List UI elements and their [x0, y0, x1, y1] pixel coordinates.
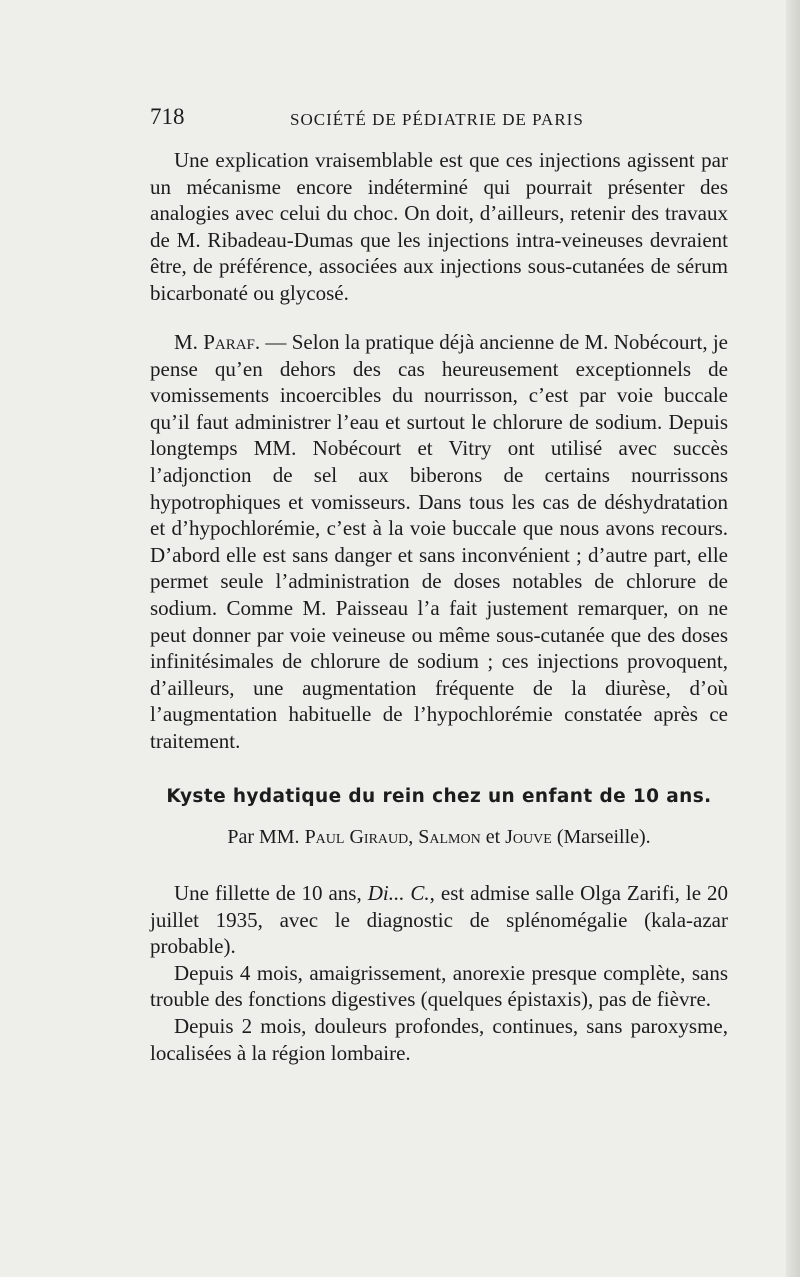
paraf-text: . — Selon la pratique déjà ancienne de M. Nobécourt, je pense qu’en dehors des cas heureusement exceptionnels de vomissements incoercibles du nourrisson, c’est par voie buccale qu’il faut administrer l’eau et surtout le chlorure de sodium. Depuis longtemps MM. Nobécourt et Vitry ont utilisé avec succès l’adjonction de sel aux biberons de certains nourrissons hypotrophiques et vomisseurs. Dans tous les cas de déshydratation et d’hypochlorémie, c’est à la voie buccale que nous avons recours. D’abord elle est sans danger et sans inconvénient ; d’autre part, elle permet seule l’administration de doses notables de chlorure de sodium. Comme M. Paisseau l’a fait justement remarquer, on ne peut donner par voie veineuse ou même sous-cutanée que des doses infinitésimales de chlorure de sodium ; ces injections provoquent, d’ailleurs, une augmentation fréquente de la diurèse, d’où l’augmentation habituelle de l’hypochlorémie constatée après ce traitement.	[150, 330, 728, 753]
patient-initials: Di... C.	[367, 881, 430, 905]
speaker-name: Paraf	[203, 330, 255, 354]
admission-text-b: , est admise salle Olga Zarifi, le 20 juillet 1935, avec le diagnostic de splénomégalie (kala-azar probable).	[150, 881, 729, 959]
article-byline	[150, 826, 728, 849]
page-edge-shadow	[786, 0, 800, 1277]
speaker-prefix: M.	[174, 330, 204, 354]
paragraph-paraf	[150, 329, 728, 755]
admission-text-a: Une fillette de 10 ans,	[174, 881, 368, 905]
author-giraud: Paul Giraud	[304, 826, 409, 848]
author-jouve: Jouve	[505, 826, 552, 848]
discussion-text-paraf	[150, 329, 728, 755]
page-header	[150, 104, 730, 138]
paragraph-symptoms-4-months: Depuis 4 mois, amaigrissement, anorexie presque complète, sans trouble des fonctions digestives (quelques épistaxis), pas de fièvre.	[150, 960, 728, 1012]
byline-suffix: (Marseille).	[551, 826, 651, 848]
discussion-text-1	[150, 147, 728, 307]
paragraph-symptoms-2-months: Depuis 2 mois, douleurs profondes, continues, sans paroxysme, localisées à la région lombaire.	[150, 1013, 728, 1065]
byline-sep-2: et	[480, 826, 506, 848]
running-title: SOCIÉTÉ DE PÉDIATRIE DE PARIS	[290, 110, 584, 129]
paragraph-admission	[150, 880, 728, 960]
author-salmon: Salmon	[418, 826, 481, 848]
case-report	[150, 880, 728, 1066]
article-title: Kyste hydatique du rein chez un enfant de 10 ans.	[166, 786, 712, 807]
page-number: 718	[150, 104, 185, 129]
byline-sep-1: ,	[408, 826, 419, 848]
byline-prefix: Par MM.	[227, 826, 305, 848]
paragraph-explication: Une explication vraisemblable est que ces injections agissent par un mécanisme encore indéterminé qui pourrait présenter des analogies avec celui du choc. On doit, d’ailleurs, retenir des travaux de M. Ribadeau-Dumas que les injections intra-veineuses devraient être, de préférence, associées aux injections sous-cutanées de sérum bicarbonaté ou glycosé.	[150, 148, 728, 305]
